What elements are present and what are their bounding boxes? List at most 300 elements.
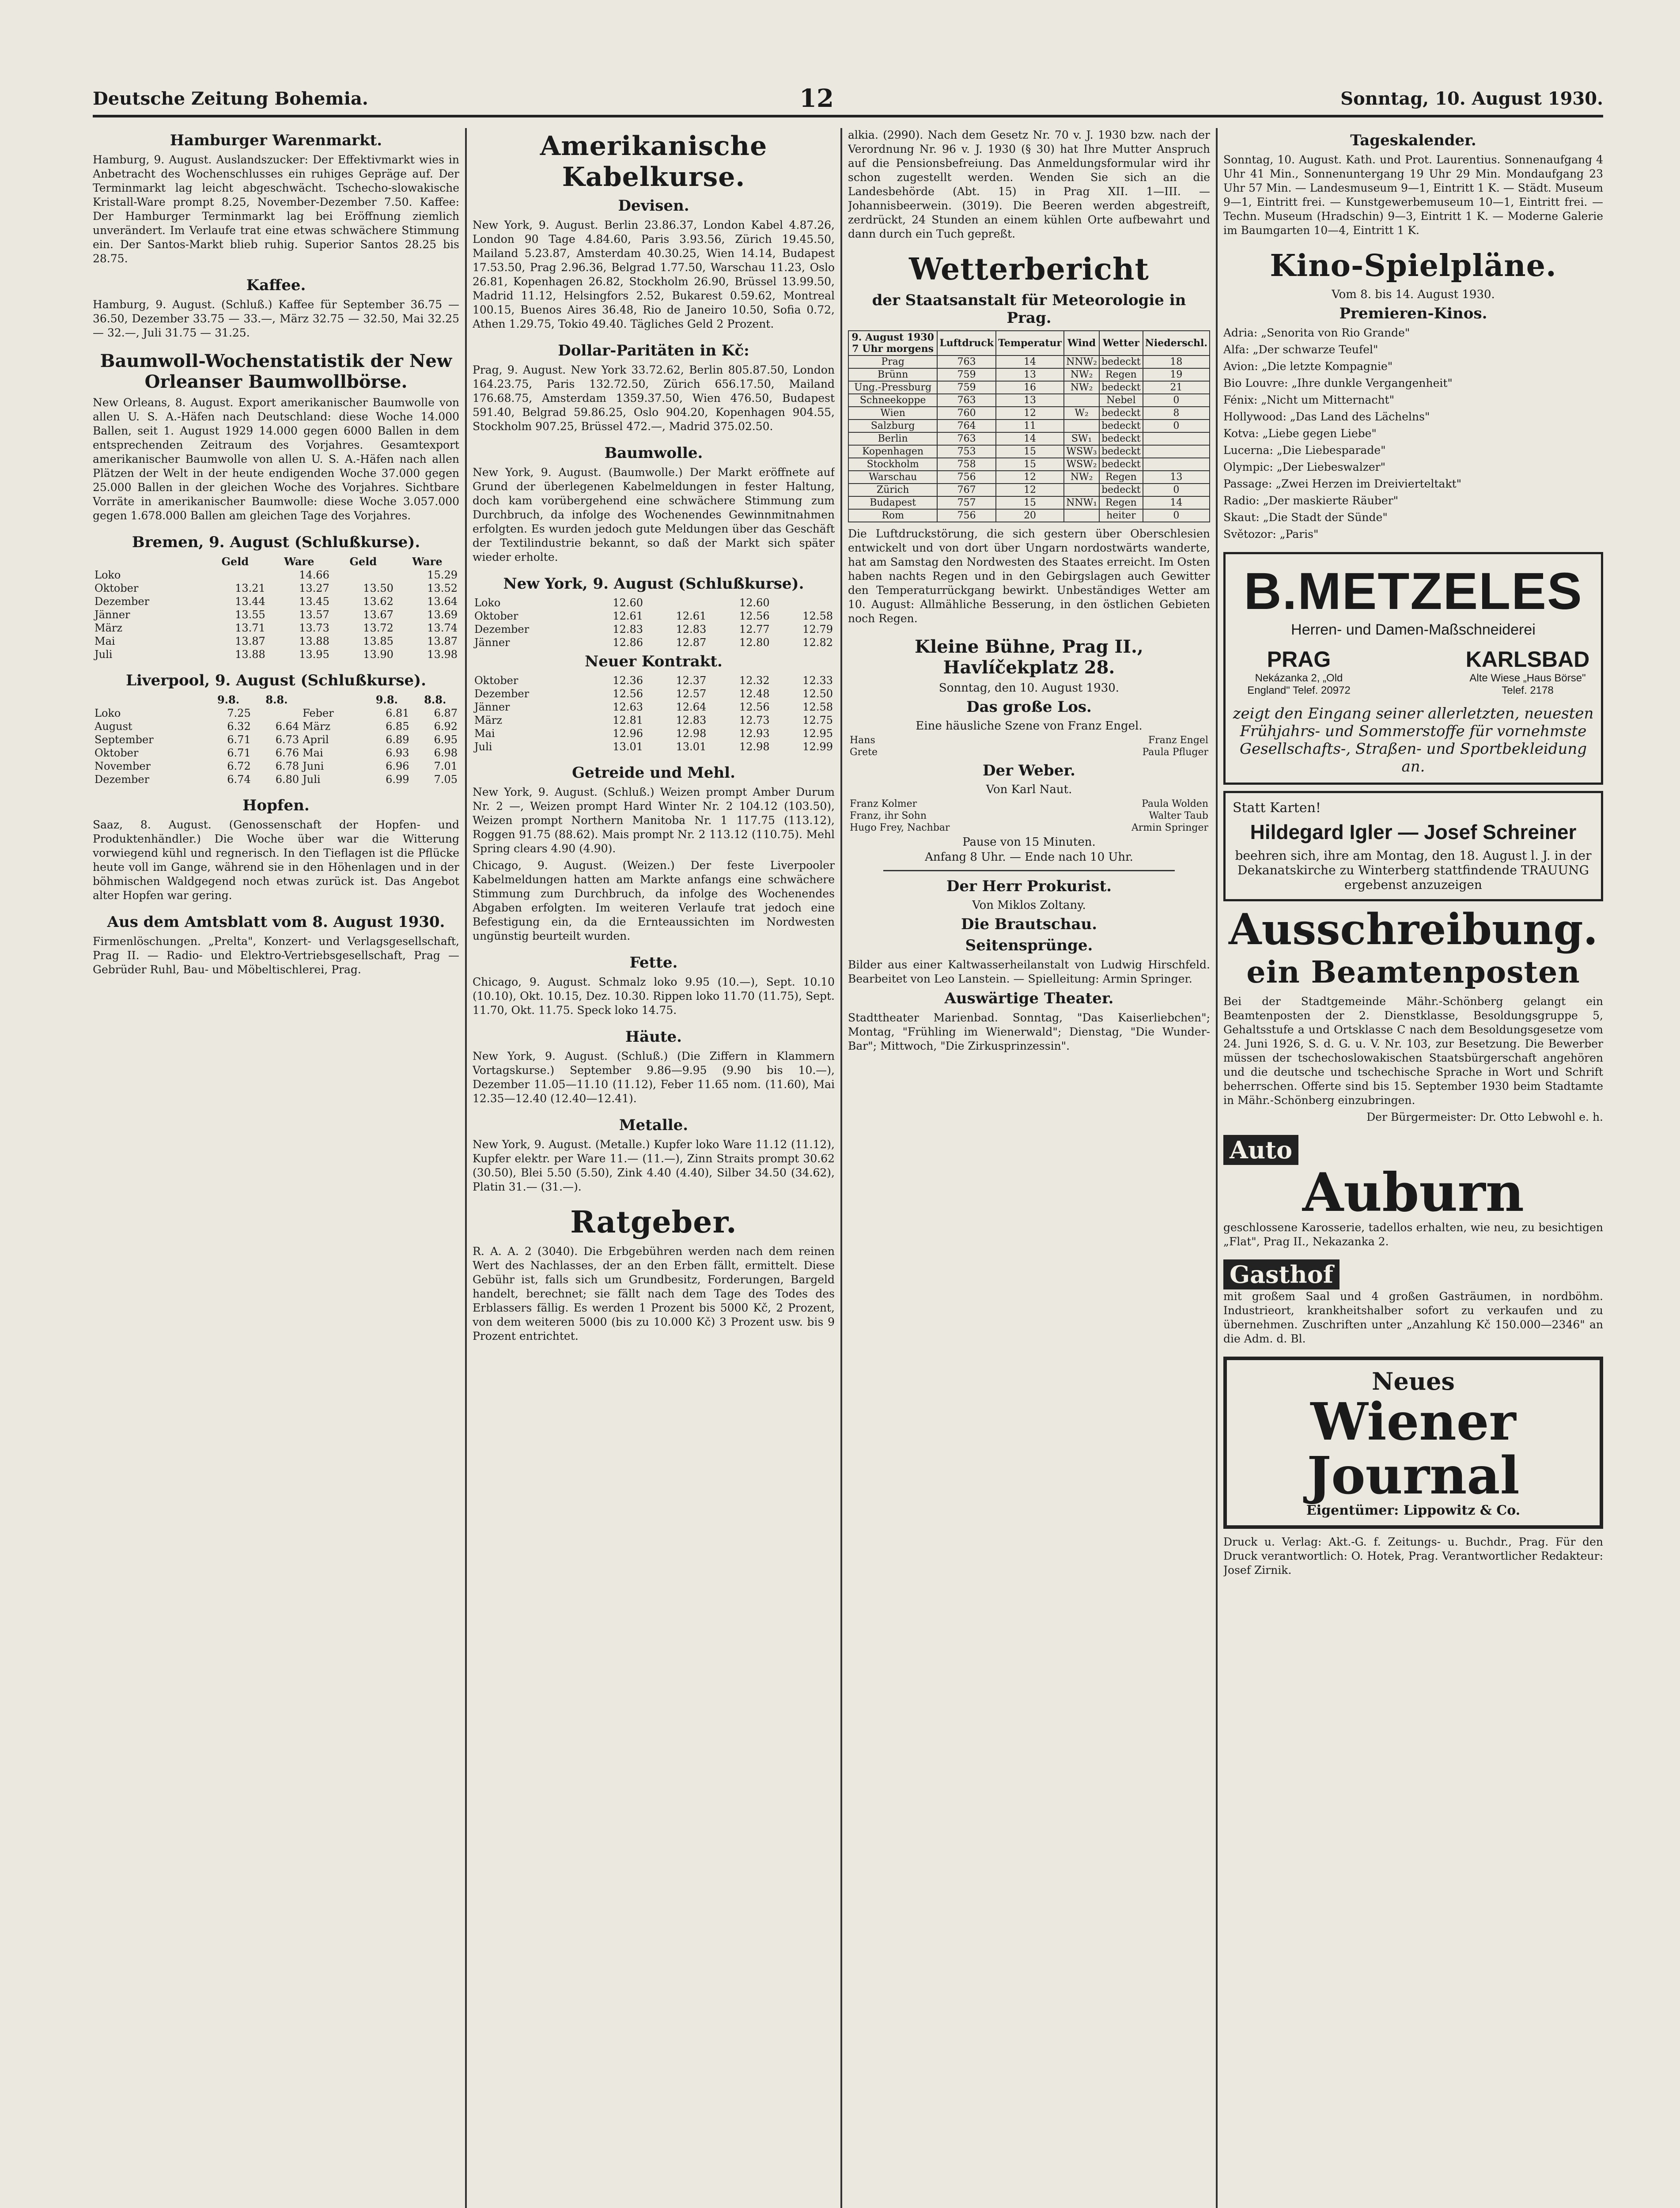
table-cell: Juni <box>303 760 324 772</box>
subheading: Fette. <box>629 954 678 972</box>
table-cell: Juli <box>303 773 321 786</box>
table-cell: 12.60 <box>613 597 643 609</box>
table-cell: Budapest <box>848 496 937 509</box>
table-cell: November <box>95 760 151 772</box>
table-cell: 6.98 <box>434 747 458 759</box>
table-cell: 12.56 <box>739 610 770 622</box>
play-title: Seitensprünge. <box>965 937 1093 954</box>
table-row <box>848 822 1210 834</box>
table-cell: NW₂ <box>1064 471 1099 484</box>
table-row <box>848 355 1210 368</box>
subheading: Getreide und Mehl. <box>572 764 735 782</box>
table-cell: 6.85 <box>386 720 409 733</box>
table-cell: 6.78 <box>275 760 299 772</box>
list-item: Bio Louvre: „Ihre dunkle Vergangenheit" <box>1223 377 1453 389</box>
table-cell: Franz, ihr Sohn <box>850 810 927 821</box>
table-cell: 12.56 <box>613 688 643 700</box>
hops-article <box>93 797 459 903</box>
gazette-article <box>93 913 459 977</box>
liverpool-quotes <box>93 672 459 786</box>
table-cell: 12.83 <box>676 623 707 635</box>
table-cell: bedeckt <box>1099 381 1143 394</box>
play-title: Der Weber. <box>983 762 1075 779</box>
table-row <box>473 674 835 687</box>
list-item: Skaut: „Die Stadt der Sünde" <box>1223 511 1388 524</box>
table-cell: Feber <box>303 707 334 719</box>
table-cell: 767 <box>937 484 996 496</box>
table-cell: NNW₂ <box>1064 355 1099 368</box>
table-cell: 12.83 <box>613 623 643 635</box>
table-cell: Mai <box>303 747 323 759</box>
table-cell: März <box>303 720 331 733</box>
cast-list <box>848 798 1210 834</box>
table-row <box>848 407 1210 420</box>
inn-advertisement <box>1223 1259 1603 1346</box>
article-text: New York, 9. August. (Baumwolle.) Der Markt eröffnete auf Grund der überlegenen Kabelmeldungen in fester Haltung, doch kam vorübergehend eine schwächere Stimmung zum Durchbruch, da infolge des Wochenendes Gewinnmitnahmen erfolgten. Es wurden jedoch gute Meldungen über das Geschäft der Textilindustrie bekannt, so daß der Markt sich später wieder erholte. <box>473 466 835 563</box>
subheading: Vom 8. bis 14. August 1930. <box>1332 288 1495 301</box>
ad-category: Auto <box>1223 1135 1298 1165</box>
table-cell: bedeckt <box>1099 420 1143 432</box>
table-cell: 6.73 <box>275 733 299 746</box>
table-row <box>473 687 835 700</box>
article-text: New Orleans, 8. August. Export amerikanischer Baumwolle von allen U. S. A.-Häfen nach Deutschland: diese Woche 14.000 Ballen, seit 1. August 1929 14.000 gegen 6000 Ballen in dem entsprechenden Zeitraum des Vorjahres. Gesamtexport amerikanischer Baumwolle von allen U. S. A.-Häfen nach allen Plätzen der Welt in der heute endigenden Woche 37.000 gegen 25.000 Ballen in der gleichen Woche des Vorjahres. Sichtbare Vorräte in amerikanischer Baumwolle: diese Woche 3.057.000 gegen 1.678.000 Ballen am gleichen Tage des Vorjahres. <box>93 396 459 522</box>
table-cell: W₂ <box>1064 407 1099 420</box>
ad-owner: Eigentümer: Lippowitz & Co. <box>1306 1503 1521 1519</box>
table-cell <box>1064 420 1099 432</box>
table-cell: Grete <box>850 747 878 758</box>
table-row <box>848 394 1210 407</box>
table-cell: 12.98 <box>739 741 770 753</box>
table-cell: 756 <box>937 509 996 522</box>
ad-signature: Der Bürgermeister: Dr. Otto Lebwohl e. h. <box>1366 1110 1603 1123</box>
table-cell: heiter <box>1099 509 1143 522</box>
ny-cotton-table <box>473 596 835 649</box>
play-subtitle: Eine häusliche Szene von Franz Engel. <box>916 719 1143 733</box>
list-item: Adria: „Senorita von Rio Grande" <box>1223 326 1410 339</box>
wiener-journal-advertisement <box>1223 1357 1603 1529</box>
day-calendar <box>1223 132 1603 238</box>
table-cell <box>1143 458 1210 471</box>
currency-article <box>473 197 835 331</box>
table-row <box>848 810 1210 822</box>
table-cell: 12.79 <box>802 623 833 635</box>
table-cell: 12.80 <box>739 636 770 649</box>
table-cell: 12.64 <box>676 701 707 713</box>
table-cell: 19 <box>1143 368 1210 381</box>
table-cell: 6.80 <box>275 773 299 786</box>
list-item: Olympic: „Der Liebeswalzer" <box>1223 461 1386 473</box>
table-cell: 6.96 <box>386 760 409 772</box>
section-heading: Hamburger Warenmarkt. <box>170 132 382 149</box>
section-heading: Kaffee. <box>246 276 306 294</box>
table-cell: Brünn <box>848 368 937 381</box>
cast-list <box>848 734 1210 758</box>
table-cell: März <box>95 622 122 634</box>
list-item: Passage: „Zwei Herzen im Dreivierteltakt" <box>1223 477 1462 490</box>
table-cell: Dezember <box>95 773 150 786</box>
table-cell: 6.32 <box>227 720 251 733</box>
table-row <box>93 707 459 720</box>
table-cell: 6.76 <box>275 747 299 759</box>
table-cell: Berlin <box>848 432 937 445</box>
column-4 <box>1223 128 1603 2208</box>
subheading: Baumwolle. <box>604 444 703 462</box>
table-cell: Salzburg <box>848 420 937 432</box>
table-row <box>848 496 1210 509</box>
table-cell: 13.45 <box>299 595 329 608</box>
table-cell: Dezember <box>95 595 150 608</box>
table-cell: 12.36 <box>613 674 643 687</box>
subheading: Devisen. <box>618 197 689 215</box>
table-cell: 13.98 <box>427 648 458 661</box>
table-row <box>93 595 459 608</box>
table-cell: 13.44 <box>235 595 265 608</box>
table-cell: 12.61 <box>676 610 707 622</box>
list-item: Avion: „Die letzte Kompagnie" <box>1223 360 1393 373</box>
table-cell <box>331 568 395 582</box>
table-header: 9.8. <box>375 693 398 706</box>
table-cell: Regen <box>1099 496 1143 509</box>
subheading: New York, 9. August (Schlußkurse). <box>503 575 804 593</box>
section-heading: Aus dem Amtsblatt vom 8. August 1930. <box>107 913 445 931</box>
table-cell: 15 <box>996 445 1064 458</box>
table-cell <box>1064 509 1099 522</box>
table-cell: bedeckt <box>1099 355 1143 368</box>
table-cell: 14 <box>996 355 1064 368</box>
table-row <box>473 596 835 609</box>
table-cell: Armin Springer <box>1131 822 1208 833</box>
table-cell: 13.71 <box>235 622 265 634</box>
metals-article <box>473 1116 835 1194</box>
article-text: Die Luftdruckstörung, die sich gestern über Oberschlesien entwickelt und von dort über Ungarn nordostwärts wanderte, hat am Samstag den Nordwesten des Staates erreicht. Im Osten haben nachts Regen und in den Gebirgslagen auch Gewitter den Temperaturrückgang bewirkt. Unbeständiges Wetter am 10. August: Allmähliche Besserung, in den östlichen Gebieten noch Regen. <box>848 527 1210 625</box>
table-header: Niederschl. <box>1143 331 1210 355</box>
table-cell: 12 <box>996 484 1064 496</box>
table-cell: 21 <box>1143 381 1210 394</box>
table-cell: 757 <box>937 496 996 509</box>
table-row <box>848 368 1210 381</box>
table-cell: Loko <box>95 569 121 581</box>
table-cell: 14.66 <box>299 569 329 581</box>
table-cell: 6.81 <box>386 707 409 719</box>
article-text: alkia. (2990). Nach dem Gesetz Nr. 70 v. J. 1930 bzw. nach der Verordnung Nr. 96 v. J. 1930 (§ 30) hat Ihre Mutter Anspruch auf die Pensionsbefreiung. Das Anmeldungsformular wird ihr schon zugestellt werden. Wenden Sie sich an die Landesbehörde (Abt. 15) in Prag XII. 1—III. — Johannisbeerwein. (3019). Die Beeren werden abgestreift, zerdrückt, 24 Stunden an einem kühlen Orte aufbewahrt und dann durch ein Tuch gepreßt. <box>848 129 1210 240</box>
table-cell: 759 <box>937 381 996 394</box>
table-row <box>848 420 1210 432</box>
table-header: 9.8. <box>217 693 240 706</box>
subheading: Premieren-Kinos. <box>1339 305 1487 322</box>
table-cell: 0 <box>1143 509 1210 522</box>
table-cell: Schneekoppe <box>848 394 937 407</box>
table-cell: Mai <box>95 635 115 647</box>
article-text: Bilder aus einer Kaltwasserheilanstalt von Ludwig Hirschfeld. Bearbeitet von Leo Lanstein. — Spielleitung: Armin Springer. <box>848 958 1210 985</box>
table-row <box>473 623 835 636</box>
table-cell: 16 <box>996 381 1064 394</box>
table-cell: 13.85 <box>363 635 394 647</box>
table-header: Ware <box>284 555 314 568</box>
table-cell: 18 <box>1143 355 1210 368</box>
table-cell: 6.72 <box>227 760 251 772</box>
ny-cotton-quotes <box>473 575 835 753</box>
article-text: Hamburg, 9. August. (Schluß.) Kaffee für September 36.75 — 36.50, Dezember 33.75 — 33.—, März 32.75 — 32.50, Mai 32.25 — 32.—, Juli 31.75 — 31.25. <box>93 298 459 339</box>
table-row <box>473 700 835 714</box>
section-heading: Hopfen. <box>242 797 310 814</box>
table-cell: 13.87 <box>235 635 265 647</box>
table-row <box>93 760 459 773</box>
table-cell: Rom <box>848 509 937 522</box>
table-cell: 13.87 <box>427 635 458 647</box>
table-cell: 0 <box>1143 484 1210 496</box>
list-item: Radio: „Der maskierte Räuber" <box>1223 494 1399 507</box>
table-cell: 15 <box>996 496 1064 509</box>
table-cell: 13 <box>996 368 1064 381</box>
table-cell: 15.29 <box>427 569 458 581</box>
list-item: Alfa: „Der schwarze Teufel" <box>1223 343 1378 356</box>
table-cell: 6.95 <box>434 733 458 746</box>
new-contract-table <box>473 674 835 753</box>
table-cell: Jänner <box>474 701 510 713</box>
table-cell: 12.50 <box>802 688 833 700</box>
table-cell: 7.01 <box>434 760 458 772</box>
table-cell: Stockholm <box>848 458 937 471</box>
table-cell: 12 <box>996 471 1064 484</box>
table-cell: 6.71 <box>227 733 251 746</box>
auburn-advertisement <box>1223 1135 1603 1249</box>
article-text: Sonntag, 10. August. Kath. und Prot. Laurentius. Sonnenaufgang 4 Uhr 41 Min., Sonnenuntergang 19 Uhr 29 Min. Mondaufgang 23 Uhr 57 Min. — Landesmuseum 9—1, Eintritt 1 K. — Städt. Museum 9—1, Eintritt frei. — Kunstgewerbemuseum 10—1, Eintritt frei. — Techn. Museum (Hradschin) 9—3, Eintritt 1 K. — Moderne Galerie im Baumgarten 10—4, Eintritt 1 K. <box>1223 153 1603 237</box>
table-cell: NNW₁ <box>1064 496 1099 509</box>
weather-table <box>848 330 1210 522</box>
column-1 <box>93 128 459 2208</box>
ad-subtitle: Herren- und Damen-Maßschneiderei <box>1291 621 1536 638</box>
table-cell: Zürich <box>848 484 937 496</box>
hides-article <box>473 1028 835 1106</box>
table-cell: 13.74 <box>427 622 458 634</box>
table-cell: 13 <box>996 394 1064 407</box>
table-cell <box>772 596 835 609</box>
table-cell: August <box>95 720 132 733</box>
newspaper-title: Wiener Journal <box>1307 1391 1520 1506</box>
table-cell: Kopenhagen <box>848 445 937 458</box>
table-cell: 6.93 <box>386 747 409 759</box>
table-cell: 758 <box>937 458 996 471</box>
table-cell: 13.01 <box>613 741 643 753</box>
table-cell: 13.50 <box>363 582 394 594</box>
table-cell: SW₁ <box>1064 432 1099 445</box>
table-cell <box>1143 445 1210 458</box>
subheading: Neuer Kontrakt. <box>585 653 723 670</box>
table-cell: NW₂ <box>1064 368 1099 381</box>
table-row <box>473 727 835 740</box>
table-header: Geld <box>349 555 377 568</box>
table-cell: April <box>303 733 329 746</box>
list-item: Lucerna: „Die Liebesparade" <box>1223 444 1386 457</box>
divider <box>883 870 1175 871</box>
table-header: Luftdruck <box>937 331 996 355</box>
table-cell: 13.88 <box>299 635 329 647</box>
table-cell: Oktober <box>474 674 518 687</box>
table-cell: bedeckt <box>1099 407 1143 420</box>
ad-city: KARLSBAD <box>1465 647 1590 672</box>
theatre-programme <box>848 636 1210 1053</box>
table-row <box>93 635 459 648</box>
table-cell: Hans <box>850 735 875 746</box>
play-title: Das große Los. <box>966 698 1092 716</box>
table-cell: 12.87 <box>676 636 707 649</box>
table-cell: 13.52 <box>427 582 458 594</box>
table-cell: 14 <box>996 432 1064 445</box>
job-advertisement <box>1223 904 1603 1124</box>
table-row <box>848 471 1210 484</box>
imprint: Druck u. Verlag: Akt.-G. f. Zeitungs- u. Buchdr., Prag. Für den Druck verantwortlich: O. Hotek, Prag. Verantwortlicher Redakteur: Josef Zirnik. <box>1223 1535 1603 1577</box>
table-cell: 12.63 <box>613 701 643 713</box>
table-cell: bedeckt <box>1099 484 1143 496</box>
table-row <box>848 484 1210 496</box>
table-cell: 12.98 <box>676 727 707 740</box>
list-item: Hollywood: „Das Land des Lächelns" <box>1223 410 1430 423</box>
table-cell: 13.01 <box>676 741 707 753</box>
table-cell: 12.86 <box>613 636 643 649</box>
table-row <box>93 648 459 661</box>
advertiser-name: B.METZELES <box>1244 562 1583 620</box>
table-header <box>93 693 204 707</box>
table-cell: 12.95 <box>802 727 833 740</box>
table-cell: 756 <box>937 471 996 484</box>
ad-text: mit großem Saal und 4 großen Gasträumen, in nordböhm. Industrieort, krankheitshalber sofort zu verkaufen und zu übernehmen. Zuschriften unter „Anzahlung Kč 150.000—2346" an die Adm. d. Bl. <box>1223 1289 1603 1345</box>
table-cell: Paula Wolden <box>1142 798 1208 809</box>
section-heading: Wetterbericht <box>909 252 1149 287</box>
hamburg-market-article <box>93 132 459 266</box>
subheading: Dollar-Paritäten in Kč: <box>558 342 749 359</box>
table-cell: Juli <box>95 648 113 661</box>
table-cell: 12.96 <box>613 727 643 740</box>
table-header <box>93 555 203 568</box>
table-cell: 6.92 <box>434 720 458 733</box>
table-cell: 8 <box>1143 407 1210 420</box>
table-cell: 13.73 <box>299 622 329 634</box>
table-cell: 12.33 <box>802 674 833 687</box>
table-cell: 13 <box>1143 471 1210 484</box>
table-cell: 12.37 <box>676 674 707 687</box>
table-row <box>848 381 1210 394</box>
table-row <box>473 740 835 753</box>
table-cell: 15 <box>996 458 1064 471</box>
table-header: Temperatur <box>996 331 1064 355</box>
article-text: New York, 9. August. (Schluß.) Weizen prompt Amber Durum Nr. 2 —, Weizen prompt Hard Winter Nr. 2 104.12 (103.50), Weizen prompt Northern Manitoba Nr. 1 117.75 (113.12), Roggen 91.75 (88.62). Mais prompt Nr. 2 113.12 (110.75). Mehl Spring clears 4.90 (4.90). <box>473 786 835 855</box>
article-text: R. A. A. 2 (3040). Die Erbgebühren werden nach dem reinen Wert des Nachlasses, der an den Erben fällt, ermittelt. Diese Gebühr ist, falls sich um Grundbesitz, Forderungen, Bargeld handelt, berechnet; sie fällt nach dem Tage des Todes des Erblassers fällig. Es werden 1 Prozent bis 5000 Kč, 2 Prozent, von dem weiteren 5000 (bis zu 10.000 Kč) 3 Prozent usw. bis 9 Prozent entrichtet. <box>473 1245 835 1342</box>
table-cell: 12.48 <box>739 688 770 700</box>
table-cell: Oktober <box>95 582 139 594</box>
table-header: Geld <box>221 555 249 568</box>
table-row <box>473 636 835 649</box>
table-row <box>848 746 1210 758</box>
article-text: Chicago, 9. August. (Weizen.) Der feste Liverpooler Kabelmeldungen hatten am Markte anfangs eine schwächere Stimmung zum Durchbruch, da infolge des Wochenendes Abgaben erfolgten. Im weiteren Verlaufe trat jedoch eine Befestigung ein, da die Ernteaussichten im Nordwesten ungünstig beurteilt wurden. <box>473 859 835 942</box>
table-cell: September <box>95 733 154 746</box>
table-cell: Jänner <box>95 609 130 621</box>
table-cell: Paula Pfluger <box>1142 747 1208 758</box>
table-cell: 0 <box>1143 420 1210 432</box>
column-3 <box>848 128 1210 2208</box>
table-cell: 12.99 <box>802 741 833 753</box>
table-row <box>473 714 835 727</box>
table-cell: 12.73 <box>739 714 770 726</box>
table-cell: Hugo Frey, Nachbar <box>850 822 950 833</box>
table-cell: 6.71 <box>227 747 251 759</box>
ad-address: Nekázanka 2, „Old England" Telef. 20972 <box>1247 672 1351 696</box>
advice-continued <box>848 128 1210 241</box>
table-row <box>93 582 459 595</box>
section-heading: Auswärtige Theater. <box>944 990 1114 1007</box>
table-cell: 763 <box>937 432 996 445</box>
table-row <box>93 608 459 621</box>
table-cell: 763 <box>937 394 996 407</box>
coffee-article <box>93 276 459 340</box>
announcement-lead: Statt Karten! <box>1233 800 1321 816</box>
weather-report <box>848 252 1210 626</box>
table-cell: 6.89 <box>386 733 409 746</box>
table-cell: Oktober <box>95 747 139 759</box>
play-subtitle: Von Miklos Zoltany. <box>972 899 1086 912</box>
subheading: Sonntag, den 10. August 1930. <box>938 681 1120 695</box>
table-cell: 12.83 <box>676 714 707 726</box>
table-cell: Regen <box>1099 471 1143 484</box>
table-row <box>473 609 835 623</box>
ad-text: geschlossene Karosserie, tadellos erhalten, wie neu, zu besichtigen „Flat", Prag II., Nekazanka 2. <box>1223 1221 1603 1248</box>
couple-names: Hildegard Igler — Josef Schreiner <box>1250 820 1577 843</box>
table-cell <box>1064 484 1099 496</box>
intermission-note: Pause von 15 Minuten. <box>962 836 1096 849</box>
table-cell: Loko <box>95 707 121 719</box>
masthead-strip <box>93 84 1603 117</box>
table-cell: 12.32 <box>739 674 770 687</box>
table-cell: 13.55 <box>235 609 265 621</box>
table-cell: 759 <box>937 368 996 381</box>
table-cell: 12.77 <box>739 623 770 635</box>
list-item: Světozor: „Paris" <box>1223 528 1319 541</box>
section-heading: Liverpool, 9. August (Schlußkurse). <box>126 672 426 689</box>
table-row <box>848 734 1210 746</box>
liverpool-table <box>93 693 459 786</box>
article-text: Saaz, 8. August. (Genossenschaft der Hopfen- und Produktenhändler.) Die Woche über war die Witterung vorwiegend kühl und regnerisch. In den Tieflagen ist die Pflücke heute voll im Gange, während sie in den Höhenlagen und in der böhmischen Waldgegend noch etwas zurück ist. Das Angebot alter Hopfen war gering. <box>93 818 459 902</box>
table-cell: Loko <box>474 597 501 609</box>
column-rule <box>1216 128 1218 2208</box>
table-cell: 13.72 <box>363 622 394 634</box>
table-cell: Mai <box>474 727 495 740</box>
section-heading: Amerikanische Kabelkurse. <box>540 131 768 193</box>
table-cell: Regen <box>1099 368 1143 381</box>
section-heading: Kino-Spielpläne. <box>1270 248 1557 284</box>
table-cell: 12.58 <box>802 701 833 713</box>
table-cell <box>203 568 267 582</box>
table-header: 8.8. <box>265 693 288 706</box>
table-cell: 11 <box>996 420 1064 432</box>
bremen-quotes <box>93 533 459 661</box>
table-cell: 12 <box>996 407 1064 420</box>
table-cell: 0 <box>1143 394 1210 407</box>
table-cell: WSW₂ <box>1064 458 1099 471</box>
article-text: New York, 9. August. (Metalle.) Kupfer loko Ware 11.12 (11.12), Kupfer elektr. per Ware 11.— (11.—), Zinn Straits prompt 30.62 (30.50), Blei 5.50 (5.50), Zink 4.40 (4.40), Silber 34.50 (34.62), Platin 31.— (31.—). <box>473 1138 835 1193</box>
table-cell: März <box>474 714 502 726</box>
table-header: 8.8. <box>424 693 446 706</box>
table-cell: 6.64 <box>275 720 299 733</box>
table-cell: bedeckt <box>1099 432 1143 445</box>
ad-label: Neues <box>1372 1367 1455 1395</box>
article-text: Stadttheater Marienbad. Sonntag, "Das Kaiserliebchen"; Montag, "Frühling im Wienerwald"; Dienstag, "Die Wunder-Bar"; Mittwoch, "Die Zirkusprinzessin". <box>848 1011 1210 1052</box>
play-title: Die Brautschau. <box>961 915 1097 933</box>
table-cell: 12.57 <box>676 688 707 700</box>
ad-text: Bei der Stadtgemeinde Mähr.-Schönberg gelangt ein Beamtenposten der 2. Dienstklasse, Besoldungsgruppe 5, Gehaltsstufe a und Ortsklasse C nach dem Besoldungsgesetze vom 24. Juni 1926, S. d. G. u. V. Nr. 103, zur Besetzung. Die Bewerber müssen der tschechoslowakischen Staatsbürgerschaft angehören und die deutsche und tschechische Sprache in Wort und Schrift beherrschen. Offerte sind bis 15. September 1930 beim Stadtamte in Mähr.-Schönberg einzubringen. <box>1223 994 1603 1107</box>
ad-subheading: ein Beamtenposten <box>1246 954 1580 990</box>
table-cell: 12.61 <box>613 610 643 622</box>
time-note: Anfang 8 Uhr. — Ende nach 10 Uhr. <box>925 851 1133 864</box>
ad-heading: Auburn <box>1302 1161 1524 1224</box>
